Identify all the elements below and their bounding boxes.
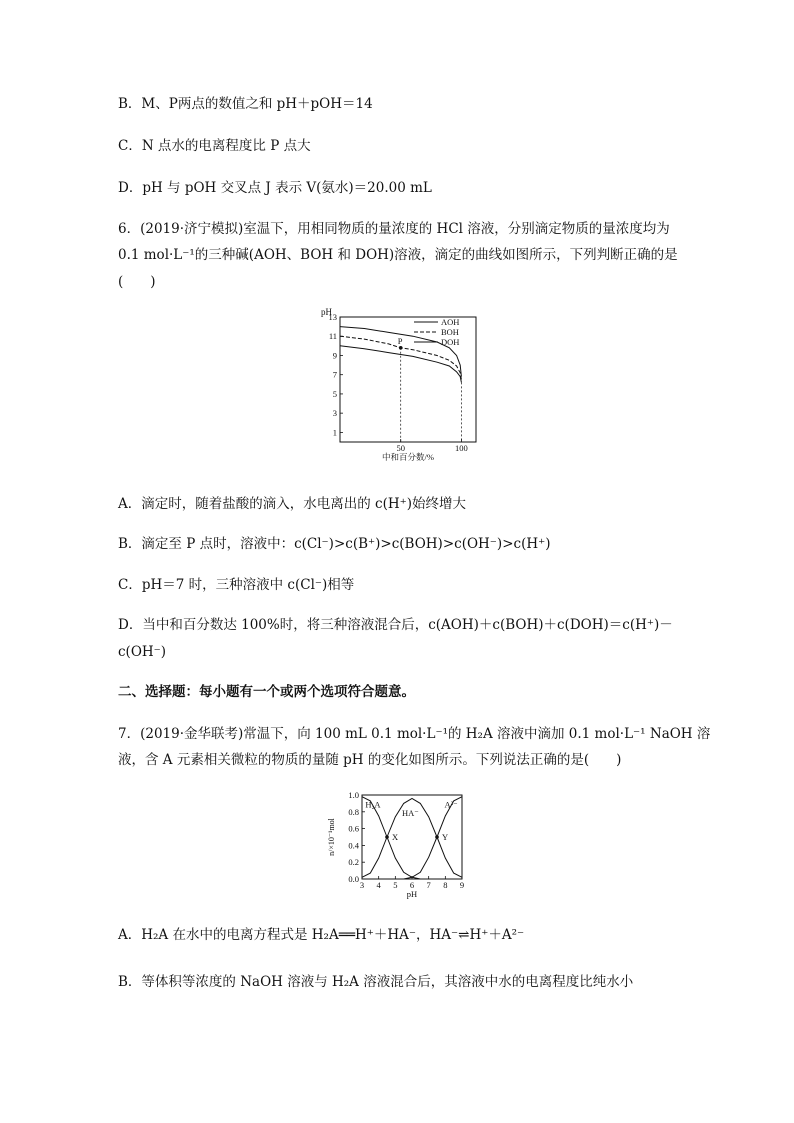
point-p-label: P xyxy=(397,335,403,346)
x-tick-label: 4 xyxy=(376,880,381,890)
x-tick-label: 5 xyxy=(393,880,398,890)
option-a-q7: A．H₂A 在水中的电离方程式是 H₂A══H⁺＋HA⁻，HA⁻⇌H⁺＋A²⁻ xyxy=(118,927,525,943)
option-b-q6: B．滴定至 P 点时，溶液中：c(Cl⁻)>c(B⁺)>c(BOH)>c(OH⁻)>c(H⁺) xyxy=(118,536,551,552)
section-heading: 二、选择题：每小题有一个或两个选项符合题意。 xyxy=(118,684,415,700)
point-y xyxy=(435,835,439,839)
question-7-stem-2: 液，含 A 元素相关微粒的物质的量随 pH 的变化如图所示。下列说法正确的是( ) xyxy=(118,752,622,768)
distribution-chart xyxy=(322,786,472,900)
option-b-q7: B．等体积等浓度的 NaOH 溶液与 H₂A 溶液混合后，其溶液中水的电离程度比纯水小 xyxy=(118,974,634,990)
x-tick-label: 100 xyxy=(455,443,468,453)
point-p xyxy=(399,346,403,350)
option-c-q5: C．N 点水的电离程度比 P 点大 xyxy=(118,138,311,154)
x-axis-label: 中和百分数/% xyxy=(382,452,434,462)
y-tick-label: 11 xyxy=(328,331,337,342)
y-tick-label: 0.6 xyxy=(348,823,359,834)
y-tick-label: 1.0 xyxy=(348,790,359,800)
option-a-q6: A．滴定时，随着盐酸的滴入，水电离出的 c(H⁺)始终增大 xyxy=(118,496,467,512)
legend-label-boh: BOH xyxy=(441,327,459,337)
y-tick-label: 13 xyxy=(328,312,337,322)
y-tick-label: 0.4 xyxy=(348,840,359,851)
point-y-label: Y xyxy=(442,832,449,842)
x-tick-label: 8 xyxy=(443,880,448,890)
x-tick-label: 9 xyxy=(459,880,465,890)
titration-chart xyxy=(310,304,490,462)
x-tick-label: 6 xyxy=(409,880,415,890)
y-tick-label: 0.0 xyxy=(348,874,359,884)
option-d-q6-1: D．当中和百分数达 100%时，将三种溶液混合后，c(AOH)＋c(BOH)＋c(DOH)＝c(H⁺)－ xyxy=(118,617,673,633)
option-c-q6: C．pH＝7 时，三种溶液中 c(Cl⁻)相等 xyxy=(118,577,355,593)
x-tick-label: 3 xyxy=(359,880,365,890)
y-tick-label: 1 xyxy=(332,427,337,438)
series-label-h2a: H₂A xyxy=(365,799,381,810)
y-tick-label: 9 xyxy=(332,350,337,361)
y-axis-label: pH xyxy=(321,307,332,317)
y-tick-label: 0.2 xyxy=(348,857,359,868)
point-x-label: X xyxy=(392,832,399,842)
x-axis-label: pH xyxy=(406,889,418,899)
legend-label-aoh: AOH xyxy=(441,317,460,327)
option-b-q5: B．M、P两点的数值之和 pH＋pOH＝14 xyxy=(118,96,373,112)
y-axis-label: n/×10⁻¹mol xyxy=(327,818,336,856)
point-x xyxy=(385,835,389,839)
option-d-q6-2: c(OH⁻) xyxy=(118,644,167,660)
y-tick-label: 3 xyxy=(332,408,337,419)
legend-label-doh: DOH xyxy=(441,337,460,347)
series-label-a2: A²⁻ xyxy=(444,799,458,810)
x-tick-label: 50 xyxy=(396,443,405,453)
question-6-stem-1: 6．(2019·济宁模拟)室温下，用相同物质的量浓度的 HCl 溶液，分别滴定物质的量浓度均为 xyxy=(118,221,670,237)
option-d-q5: D．pH 与 pOH 交叉点 J 表示 V(氨水)＝20.00 mL xyxy=(118,180,432,196)
y-tick-label: 0.8 xyxy=(348,806,359,817)
y-tick-label: 7 xyxy=(332,369,337,380)
series-label-ha: HA⁻ xyxy=(402,808,419,818)
y-tick-label: 5 xyxy=(332,388,337,399)
x-tick-label: 7 xyxy=(426,880,431,890)
question-7-stem-1: 7．(2019·金华联考)常温下，向 100 mL 0.1 mol·L⁻¹的 H₂A 溶液中滴加 0.1 mol·L⁻¹ NaOH 溶 xyxy=(118,726,711,742)
question-6-stem-3: ( ) xyxy=(118,274,156,290)
question-6-stem-2: 0.1 mol·L⁻¹的三种碱(AOH、BOH 和 DOH)溶液，滴定的曲线如图所示，下列判断正确的是 xyxy=(118,247,678,263)
